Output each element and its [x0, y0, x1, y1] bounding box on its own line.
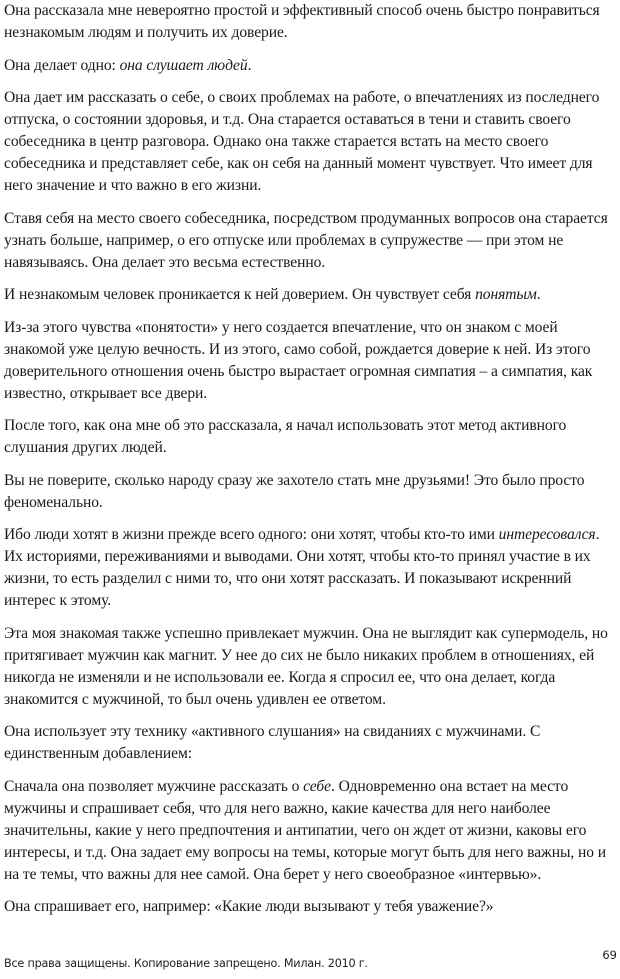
page-number: 69 [602, 948, 617, 962]
paragraph-text: . [247, 56, 252, 74]
paragraph-text: Она спрашивает его, например: «Какие люди вызывают у тебя уважение?» [4, 898, 494, 915]
document-body [4, 0, 616, 929]
paragraph-text: Она использует эту технику «активного слушания» на свиданиях с мужчинами. С единственным добавлением: [4, 723, 541, 762]
paragraph [4, 896, 616, 918]
paragraph [4, 415, 616, 459]
paragraph-text: Ибо люди хотят в жизни прежде всего одного: они хотят, чтобы кто-то ими [4, 526, 499, 543]
paragraph-text: Эта моя знакомая также успешно привлекает мужчин. Она не выглядит как супермодель, но притягивает мужчин как магнит. У нее до сих не было никаких проблем в отношениях, ей никогда не изменяли и не использовали ее. Когда я спросил ее, что она делает, когда знакомится с мужчиной, то был очень удивлен ее ответом. [4, 624, 608, 708]
paragraph [4, 623, 616, 711]
emphasis-text: понятым [475, 286, 537, 303]
paragraph-text: Ставя себя на место своего собеседника, посредством продуманных вопросов она старается узнать больше, например, о его отпуске или проблемах в супружестве — при этом не навязываясь. Она делает это весьма естественно. [4, 209, 608, 271]
paragraph [4, 776, 616, 886]
paragraph [4, 208, 616, 274]
paragraph-text: . Их историями, переживаниями и выводами. Они хотят, чтобы кто-то принял участие в их жизни, то есть разделил с ними то, что они хотят рассказать. И показывают искренний интерес к этому. [4, 526, 600, 609]
paragraph-text: Вы не поверите, сколько народу сразу же захотело стать мне друзьями! Это было просто феноменально. [4, 471, 585, 511]
paragraph-text: Она рассказала мне невероятно простой и эффективный способ очень быстро понравиться незнакомым людям и получить их доверие. [4, 2, 600, 41]
paragraph [4, 284, 616, 306]
paragraph [4, 0, 616, 44]
paragraph-text: После того, как она мне об это рассказала, я начал использовать этот метод активного слушания других людей. [4, 417, 567, 456]
emphasis-text: она слушает людей [119, 56, 248, 74]
paragraph-text: . Одновременно она встает на место мужчины и спрашивает себя, что для него важно, какие качества для него наиболее значительны, какие у него предпочтения и антипатии, чего он ждет от жизни, каковы его интересы, и т.д. Она задает ему вопросы на темы, которые могут быть для него важны, но и на те темы, что важны для нее самой. Она берет у него своеобразное «интервью». [4, 777, 606, 883]
paragraph [4, 721, 616, 765]
paragraph-text: И незнакомым человек проникается к ней доверием. Он чувствует себя [4, 286, 476, 303]
page-footer-copyright: Все права защищены. Копирование запрещено. Милан. 2010 г. [4, 957, 368, 970]
emphasis-text: себе [303, 777, 331, 795]
paragraph [4, 55, 616, 77]
paragraph-text: Она дает им рассказать о себе, о своих проблемах на работе, о впечатлениях из последнего отпуска, о состоянии здоровья, и т.д. Она старается оставаться в тени и ставить своего собеседника в центр разговора. Однако она также старается встать на место своего собеседника и представляет себе, как он себя на данный момент чувствует. Что имеет для него значение и что важно в его жизни. [4, 89, 600, 194]
paragraph-text: Сначала она позволяет мужчине рассказать о [4, 777, 304, 795]
paragraph [4, 524, 616, 612]
paragraph [4, 317, 616, 405]
paragraph-text: . [536, 286, 541, 303]
paragraph [4, 87, 616, 197]
paragraph-text: Она делает одно: [4, 56, 120, 74]
emphasis-text: интересовался [498, 526, 596, 543]
paragraph-text: Из-за этого чувства «понятости» у него создается впечатление, что он знаком с моей знакомой уже целую вечность. И из этого, само собой, рождается доверие к ней. Из этого доверительного отношения очень быстро вырастает огромная симпатия – а симпатия, как известно, открывает все двери. [4, 318, 593, 402]
paragraph [4, 470, 616, 514]
